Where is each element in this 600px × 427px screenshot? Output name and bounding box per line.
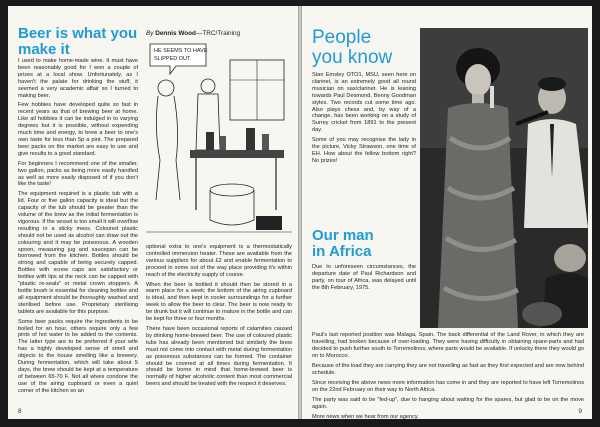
beer-column-2 xyxy=(146,244,292,391)
beer-paragraph: The equipment required is a plastic tub with a lid. Four or five gallon capacity is ideal but the capacity of the tub should be greater than the volume of the brew as the initial fermentation is vigorous. If the vessel is too small it will overflow resulting in a sticky mess. Coloured plastic should not be used as alcohol can draw out the colouring and it may be poisonous. A wooden spoon, measuring jug and saucepan can be borrowed from the kitchen. Bottles should be strong and capable of being securely capped. Bottles with screw caps are satisfactory or bottles with lips at the neck can be capped with "plastic re-seals" or metal crown stoppers. A bottle brush is essential for cleaning bottles and all equipment should be thoroughly washed and sterilised before use. Proprietary sterilising tablets are available for this purpose. xyxy=(18,191,138,315)
cartoon-caption-line-2: SLIPPED OUT xyxy=(154,56,191,62)
africa-headline-line-2: in Africa xyxy=(312,242,372,260)
cartoon-caption-line-1: HE SEEMS TO HAVE xyxy=(154,48,208,54)
cartoon-drawing xyxy=(146,40,292,240)
people-paragraph: Some of you may recognise the lady in the picture, Vicky Strawson, one time of EH. How about the fellow bottom right? No prizes! xyxy=(312,137,416,164)
band-photo-image xyxy=(420,28,588,328)
people-headline-line-1: People xyxy=(312,27,372,48)
band-photo xyxy=(420,28,588,328)
africa-intro: Due to unforeseen circumstances, the departure date of Paul Richardson and party, on tour of Africa, was delayed until the 8th February, 1975. xyxy=(312,264,416,291)
page-number-left: 8 xyxy=(18,408,22,415)
byline-author: Dennis Wood xyxy=(155,30,196,37)
africa-paragraph: Because of the load they are carrying they are not travelling as fast as they first expected and are now behind schedule. xyxy=(312,362,584,376)
brewing-cartoon xyxy=(146,40,292,240)
beer-paragraph: There have been occasional reports of calamities caused by drinking home-brewed beer. The use of coloured plastic tubs has already been mentioned but similarly the brew must not come into contact with metal during fermentation as poisonous substances can be formed. The container should be covered at all times during fermentation. It should be borne in mind that home-brewed beer is normally of higher alcoholic content than most commercial beers and should be treated with the respect it deserves. xyxy=(146,325,292,388)
africa-headline xyxy=(312,228,374,260)
africa-column xyxy=(312,264,416,295)
africa-paragraph: Paul's last reported position was Malaga, Spain. The back differential of the Land Rover, in which they are travelling, had broken because of over-loading. They were having difficulty in obtaining spare-parts and had decided to push further south to Torremolinos, where parts would be available. If unlucky there they would go on to Morocco. xyxy=(312,332,584,359)
beer-paragraph: Some beer packs require the ingredients to be boiled for an hour, others require only a few pints of hot water to be added to the contents. The latter type are to be preferred if your wife has a highly developed sense of smell and objects to the house smelling like a brewery. During fermentation, which will take about 5 days, the brew should be kept at a temperature of between 65-70 F. Not all wives condone the use of the airing cupboard or even a quiet corner of the kitchen so an xyxy=(18,318,138,394)
people-paragraph: Stan Emsley OTO1, MSU, seen here on clarinet, is an extremely good all round musician on sax/clarinet. He is leaning towards Paul Desmond, Benny Goodman styles. Two records cut some time ago. Also plays chess and, by way of a change, has been working on a study of Surrey cricket from 1891 to the present day. xyxy=(312,72,416,134)
beer-paragraph: For beginners I recommend one of the smaller, two gallon, packs as being more easily handled as well as more easily disposed of if you don't like the taste! xyxy=(18,160,138,188)
left-page xyxy=(8,6,298,419)
people-headline xyxy=(312,28,392,68)
page-number-right: 9 xyxy=(578,408,582,415)
africa-paragraph: More news when we hear from our agency. xyxy=(312,413,419,419)
beer-headline: Beer is what you make it xyxy=(18,25,138,58)
beer-paragraph: I used to make home-made wine. It must have been reasonably good for I won a couple of prizes at a local show. Unfortunately, as I haven't the palate for drinking the stuff, it seemed a very academic affair so I turned to making beer. xyxy=(18,58,138,99)
beer-column-1 xyxy=(18,58,138,398)
beer-byline xyxy=(146,30,240,37)
people-column xyxy=(312,72,416,168)
people-headline-line-2: you know xyxy=(312,46,393,68)
africa-body xyxy=(312,332,584,419)
byline-suffix: —TRC/Training xyxy=(195,30,241,37)
africa-headline-line-1: Our man xyxy=(312,227,374,244)
beer-paragraph: optional extra to one's equipment is a thermostatically controlled immersion heater. These are available from the various suppliers for about £2 and enable fermentation to proceed in some out of the way place providing it's within reach of the electricity supply of course. xyxy=(146,244,292,278)
africa-paragraph: Since receiving the above news more information has come in and they are reported to have left Torremolinos on the 22nd February on their way to North Africa. xyxy=(312,379,584,393)
right-page xyxy=(302,6,592,419)
byline-prefix: By xyxy=(146,30,154,37)
beer-paragraph: When the beer is bottled it should then be stored in a warm place for a week; the bottom of the airing cupboard is ideal, and then kept in cooler surroundings for a further week to allow the beer to clear. The beer is now ready to be drunk but it will continue to mature in the bottle and can be kept for three or four months. xyxy=(146,281,292,323)
africa-paragraph: The party was said to be "fed-up", due to hanging about waiting for the spares, but glad to be on the move again. xyxy=(312,396,584,410)
beer-paragraph: Few hobbies have developed quite so fast in recent years as that of brewing beer at home. Like all hobbies it can be indulged in to varying degrees but it is possible, without expending much time and energy, to brew a beer to one's own taste for less than 5p a pint. The prepared beer packs on the market are easy to use and give results to a good standard. xyxy=(18,102,138,157)
